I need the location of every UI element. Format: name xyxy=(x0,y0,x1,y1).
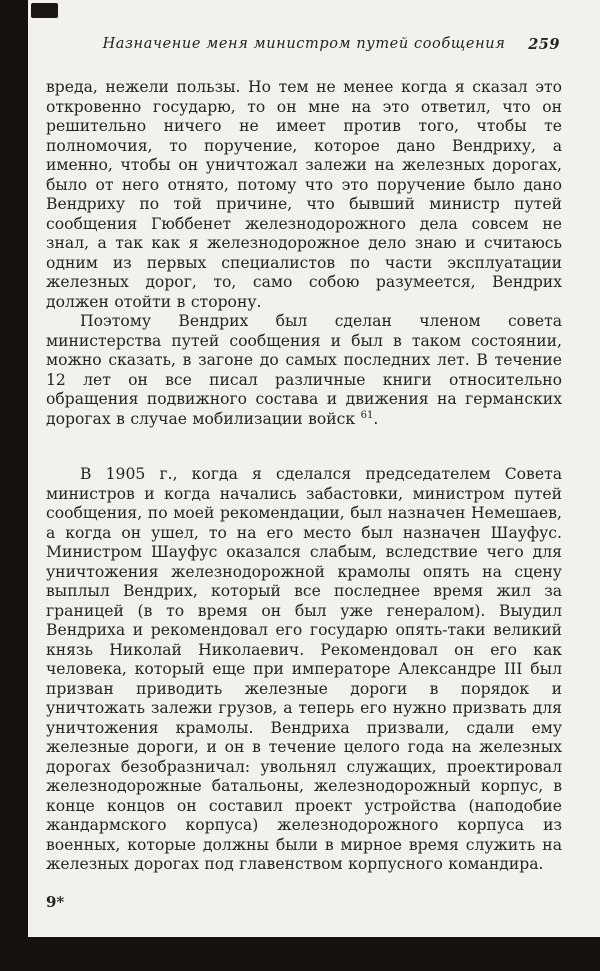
signature-mark: 9* xyxy=(46,893,65,911)
page-header xyxy=(46,36,562,52)
running-title: Назначение меня министром путей сообщения xyxy=(102,36,506,52)
page-number: 259 xyxy=(528,36,560,53)
paragraph: В 1905 г., когда я сделался председателем Совета министров и когда начались забастовки, министром путей сообщения, по моей рекомендации, был назначен Немешаев, а когда он ушел, то на его место был назначен Шауфус. Министром Шауфус оказался слабым, вследствие чего для уничтожения железнодорожной крамолы опять на сцену выплыл Вендрих, который все последнее время жил за границей (в то время он был уже генералом). Выудил Вендриха и рекомендовал его государю опять-таки великий князь Николай Николаевич. Рекомендовал он его как человека, который еще при императоре Александре III был призван приводить железные дороги в порядок и уничтожать залежи грузов, а теперь его нужно призвать для уничтожения крамолы. Вендриха призвали, сдали ему железные дороги, и он в течение целого года на железных дорогах безобразничал: увольнял служащих, проектировал железнодорожные батальоны, железнодорожный корпус, в конце концов он составил проект устройства (наподобие жандармского корпуса) железнодорожного корпуса из военных, которые должны были в мирное время служить на железных дорогах под главенством корпусного командира. xyxy=(46,465,562,873)
scan-edge-bottom xyxy=(26,937,600,971)
scan-edge-left xyxy=(0,0,28,971)
body-text xyxy=(46,78,562,875)
scan-corner-mark xyxy=(31,3,58,18)
page-footer xyxy=(46,893,64,911)
paragraph-text: Поэтому Вендрих был сделан членом совета министерства путей сообщения и был в таком состоянии, можно сказать, в загоне до самых последних лет. В течение 12 лет он все писал различные книги относительно обращения подвижного состава и движения на германских дорогах в случае мобилизации войск xyxy=(46,312,562,428)
page-content xyxy=(46,36,562,875)
paragraph-text-tail: . xyxy=(373,409,379,428)
paragraph-continuation: вреда, нежели пользы. Но тем не менее когда я сказал это откровенно государю, то он мне на это ответил, что он решительно ничего не имеет против того, чтобы те полномочия, то поручение, которое дано Вендриху, а именно, чтобы он уничтожал залежи на железных дорогах, было от него отнято, потому что это поручение было дано Вендриху по той причине, что бывший министр путей сообщения Гюббенет железнодорожного дела совсем не знал, а так как я железнодорожное дело знаю и считаюсь одним из первых специалистов по части эксплуатации железных дорог, то, само собою разумеется, Вендрих должен отойти в сторону. xyxy=(46,78,562,311)
section-break xyxy=(46,429,562,465)
paragraph xyxy=(46,312,562,429)
footnote-reference: 61 xyxy=(360,409,374,421)
